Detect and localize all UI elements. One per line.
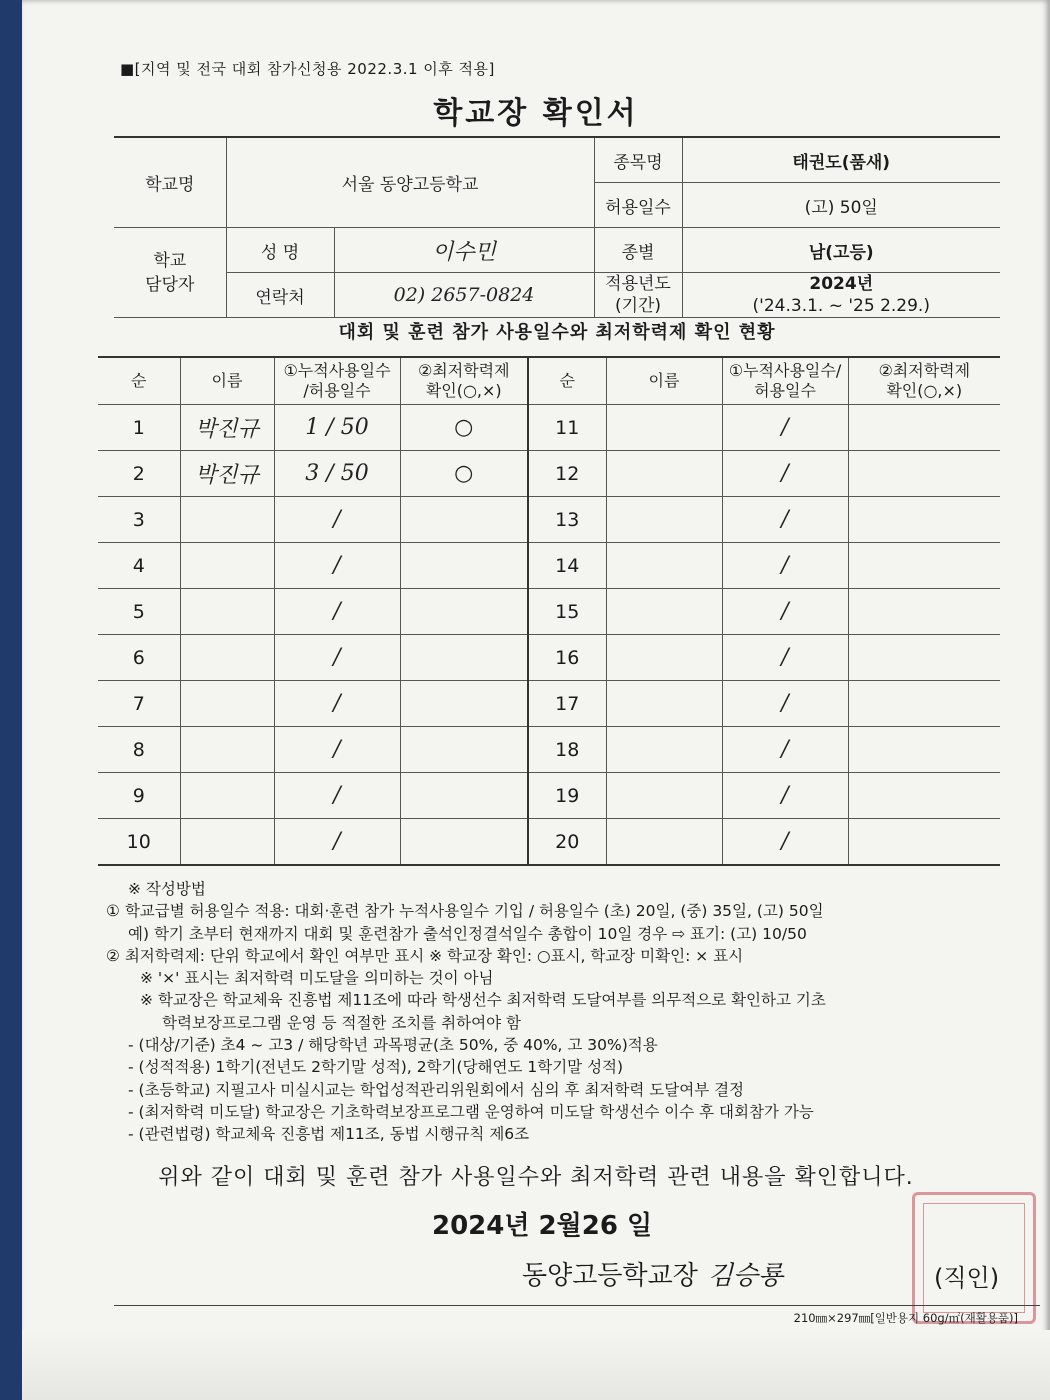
school-info-table <box>114 136 1000 318</box>
footer-divider <box>114 1305 1040 1306</box>
row-days: / <box>722 543 848 589</box>
row-days: / <box>274 543 400 589</box>
table-row <box>98 819 1000 866</box>
signer-line <box>522 1255 783 1292</box>
row-check <box>400 543 528 589</box>
document-page <box>22 0 1050 1400</box>
row-name <box>606 727 722 773</box>
row-name <box>180 773 274 819</box>
row-number: 18 <box>528 727 606 773</box>
header-name-2: 이름 <box>606 357 722 405</box>
header-seq: 순 <box>98 357 180 405</box>
manager-name: 이수민 <box>334 228 594 273</box>
name-label: 성 명 <box>226 228 334 273</box>
header-seq-2: 순 <box>528 357 606 405</box>
row-number: 9 <box>98 773 180 819</box>
row-days: 1 / 50 <box>274 405 400 451</box>
signature: 김승룡 <box>707 1261 784 1291</box>
instructions <box>106 878 1016 1146</box>
year-value: 2024년 <box>809 274 874 294</box>
table-row <box>98 451 1000 497</box>
row-check: ○ <box>400 405 528 451</box>
school-value: 서울 동양고등학교 <box>226 137 594 228</box>
row-days: / <box>274 635 400 681</box>
sport-value: 태권도(품새) <box>682 137 1000 183</box>
row-days: / <box>722 773 848 819</box>
notes-heading: ※ 작성방법 <box>128 880 206 898</box>
bullet-5: - (관련법령) 학교체육 진흥법 제11조, 동법 시행규칙 제6조 <box>128 1125 530 1144</box>
header-days-2: ①누적사용일수/ 허용일수 <box>722 357 848 405</box>
usage-notice: ■[지역 및 전국 대회 참가신청용 2022.3.1 이후 적용] <box>120 60 495 78</box>
row-name <box>180 589 274 635</box>
row-days: / <box>274 497 400 543</box>
row-days: 3 / 50 <box>274 451 400 497</box>
row-name <box>606 635 722 681</box>
table-row <box>98 773 1000 819</box>
note-3: ※ '×' 표시는 최저학력 미도달을 의미하는 것이 아님 <box>140 969 494 988</box>
header-days: ①누적사용일수 /허용일수 <box>274 357 400 405</box>
header-check: ②최저학력제 확인(○,×) <box>400 357 528 405</box>
row-number: 17 <box>528 681 606 727</box>
confirmation-statement: 위와 같이 대회 및 훈련 참가 사용일수와 최저학력 관련 내용을 확인합니다. <box>158 1165 914 1190</box>
row-name <box>606 451 722 497</box>
row-check <box>400 589 528 635</box>
bullet-1: - (대상/기준) 초4 ~ 고3 / 해당학년 과목평균(초 50%, 중 40%, 고 30%)적용 <box>128 1036 658 1055</box>
row-number: 1 <box>98 405 180 451</box>
row-name <box>606 773 722 819</box>
allowed-days-label: 허용일수 <box>594 183 682 228</box>
school-label: 학교명 <box>114 137 226 228</box>
note-1-example: 예) 학기 초부터 현재까지 대회 및 훈련참가 출석인정결석일수 총합이 10일 경우 ⇨ 표기: (고) 10/50 <box>128 924 807 943</box>
row-days: / <box>274 727 400 773</box>
confirmation-date: 2024년 2월26 일 <box>432 1211 653 1241</box>
row-name: 박진규 <box>180 451 274 497</box>
row-number: 8 <box>98 727 180 773</box>
row-days: / <box>274 681 400 727</box>
row-check <box>848 589 1000 635</box>
row-name <box>180 681 274 727</box>
manager-label: 학교 담당자 <box>114 228 226 318</box>
row-number: 4 <box>98 543 180 589</box>
row-days: / <box>722 635 848 681</box>
row-number: 5 <box>98 589 180 635</box>
row-name <box>180 819 274 866</box>
note-1: ① 학교급별 허용일수 적용: 대회·훈련 참가 누적사용일수 기입 / 허용일수 (초) 20일, (중) 35일, (고) 50일 <box>106 902 824 921</box>
row-name <box>606 589 722 635</box>
note-2: ② 최저학력제: 단위 학교에서 확인 여부만 표시 ※ 학교장 확인: ○표시, 학교장 미확인: × 표시 <box>106 946 744 965</box>
page-shadow <box>22 1330 1050 1400</box>
allowed-days-value: (고) 50일 <box>682 183 1000 228</box>
row-check <box>400 635 528 681</box>
row-number: 6 <box>98 635 180 681</box>
row-days: / <box>722 819 848 866</box>
year-label: 적용년도 (기간) <box>594 273 682 318</box>
document-title: 학교장 확인서 <box>433 96 639 131</box>
usage-table <box>98 356 1000 866</box>
row-name <box>180 497 274 543</box>
sport-label: 종목명 <box>594 137 682 183</box>
row-number: 2 <box>98 451 180 497</box>
row-number: 11 <box>528 405 606 451</box>
table-row <box>98 497 1000 543</box>
row-name <box>606 497 722 543</box>
row-check <box>848 819 1000 866</box>
row-days: / <box>722 727 848 773</box>
row-name <box>180 635 274 681</box>
gender-label: 종별 <box>594 228 682 273</box>
row-days: / <box>722 497 848 543</box>
row-name <box>606 819 722 866</box>
usage-rows <box>98 405 1000 866</box>
row-check <box>848 497 1000 543</box>
row-number: 13 <box>528 497 606 543</box>
row-days: / <box>274 819 400 866</box>
table-row <box>98 681 1000 727</box>
row-check <box>848 681 1000 727</box>
period-value: ('24.3.1. ~ '25 2.29.) <box>752 296 930 316</box>
row-days: / <box>722 405 848 451</box>
row-check <box>400 681 528 727</box>
row-check <box>848 773 1000 819</box>
seal-label: (직인) <box>934 1264 1000 1292</box>
signer-title: 동양고등학교장 <box>522 1261 698 1291</box>
row-check <box>400 819 528 866</box>
row-check <box>848 727 1000 773</box>
year-cell <box>682 273 1000 318</box>
row-number: 10 <box>98 819 180 866</box>
row-check <box>848 405 1000 451</box>
table-row <box>98 543 1000 589</box>
row-number: 20 <box>528 819 606 866</box>
bullet-2: - (성적적용) 1학기(전년도 2학기말 성적), 2학기(당해연도 1학기말 성적) <box>128 1058 624 1077</box>
row-number: 14 <box>528 543 606 589</box>
row-name <box>180 543 274 589</box>
row-number: 12 <box>528 451 606 497</box>
row-days: / <box>722 589 848 635</box>
row-check <box>848 451 1000 497</box>
row-name <box>606 681 722 727</box>
row-name: 박진규 <box>180 405 274 451</box>
row-days: / <box>722 681 848 727</box>
contact-value: 02) 2657-0824 <box>334 273 594 318</box>
row-number: 15 <box>528 589 606 635</box>
row-check <box>848 635 1000 681</box>
table-row <box>98 405 1000 451</box>
row-number: 19 <box>528 773 606 819</box>
bullet-4: - (최저학력 미도달) 학교장은 기초학력보장프로그램 운영하여 미도달 학생선수 이수 후 대회참가 가능 <box>128 1102 814 1121</box>
row-check <box>848 543 1000 589</box>
row-number: 3 <box>98 497 180 543</box>
row-name <box>180 727 274 773</box>
row-number: 7 <box>98 681 180 727</box>
note-4-cont: 학력보장프로그램 운영 등 적절한 조치를 취하여야 함 <box>162 1013 521 1032</box>
contact-label: 연락처 <box>226 273 334 318</box>
header-check-2: ②최저학력제 확인(○,×) <box>848 357 1000 405</box>
bullet-3: - (초등학교) 지필고사 미실시교는 학업성적관리위원회에서 심의 후 최저학력 도달여부 결정 <box>128 1080 745 1099</box>
table-row <box>98 635 1000 681</box>
row-days: / <box>274 589 400 635</box>
row-name <box>606 543 722 589</box>
row-name <box>606 405 722 451</box>
row-number: 16 <box>528 635 606 681</box>
usage-section-title: 대회 및 훈련 참가 사용일수와 최저학력제 확인 현황 <box>338 322 776 343</box>
gender-value: 남(고등) <box>682 228 1000 273</box>
row-check <box>400 727 528 773</box>
note-4: ※ 학교장은 학교체육 진흥법 제11조에 따라 학생선수 최저학력 도달여부를 의무적으로 확인하고 기초 <box>140 991 826 1010</box>
row-check <box>400 773 528 819</box>
row-days: / <box>722 451 848 497</box>
paper-spec: 210㎜×297㎜[일반용지 60g/㎡(재활용품)] <box>793 1311 1018 1325</box>
row-days: / <box>274 773 400 819</box>
header-name: 이름 <box>180 357 274 405</box>
row-check: ○ <box>400 451 528 497</box>
table-row <box>98 589 1000 635</box>
row-check <box>400 497 528 543</box>
table-row <box>98 727 1000 773</box>
